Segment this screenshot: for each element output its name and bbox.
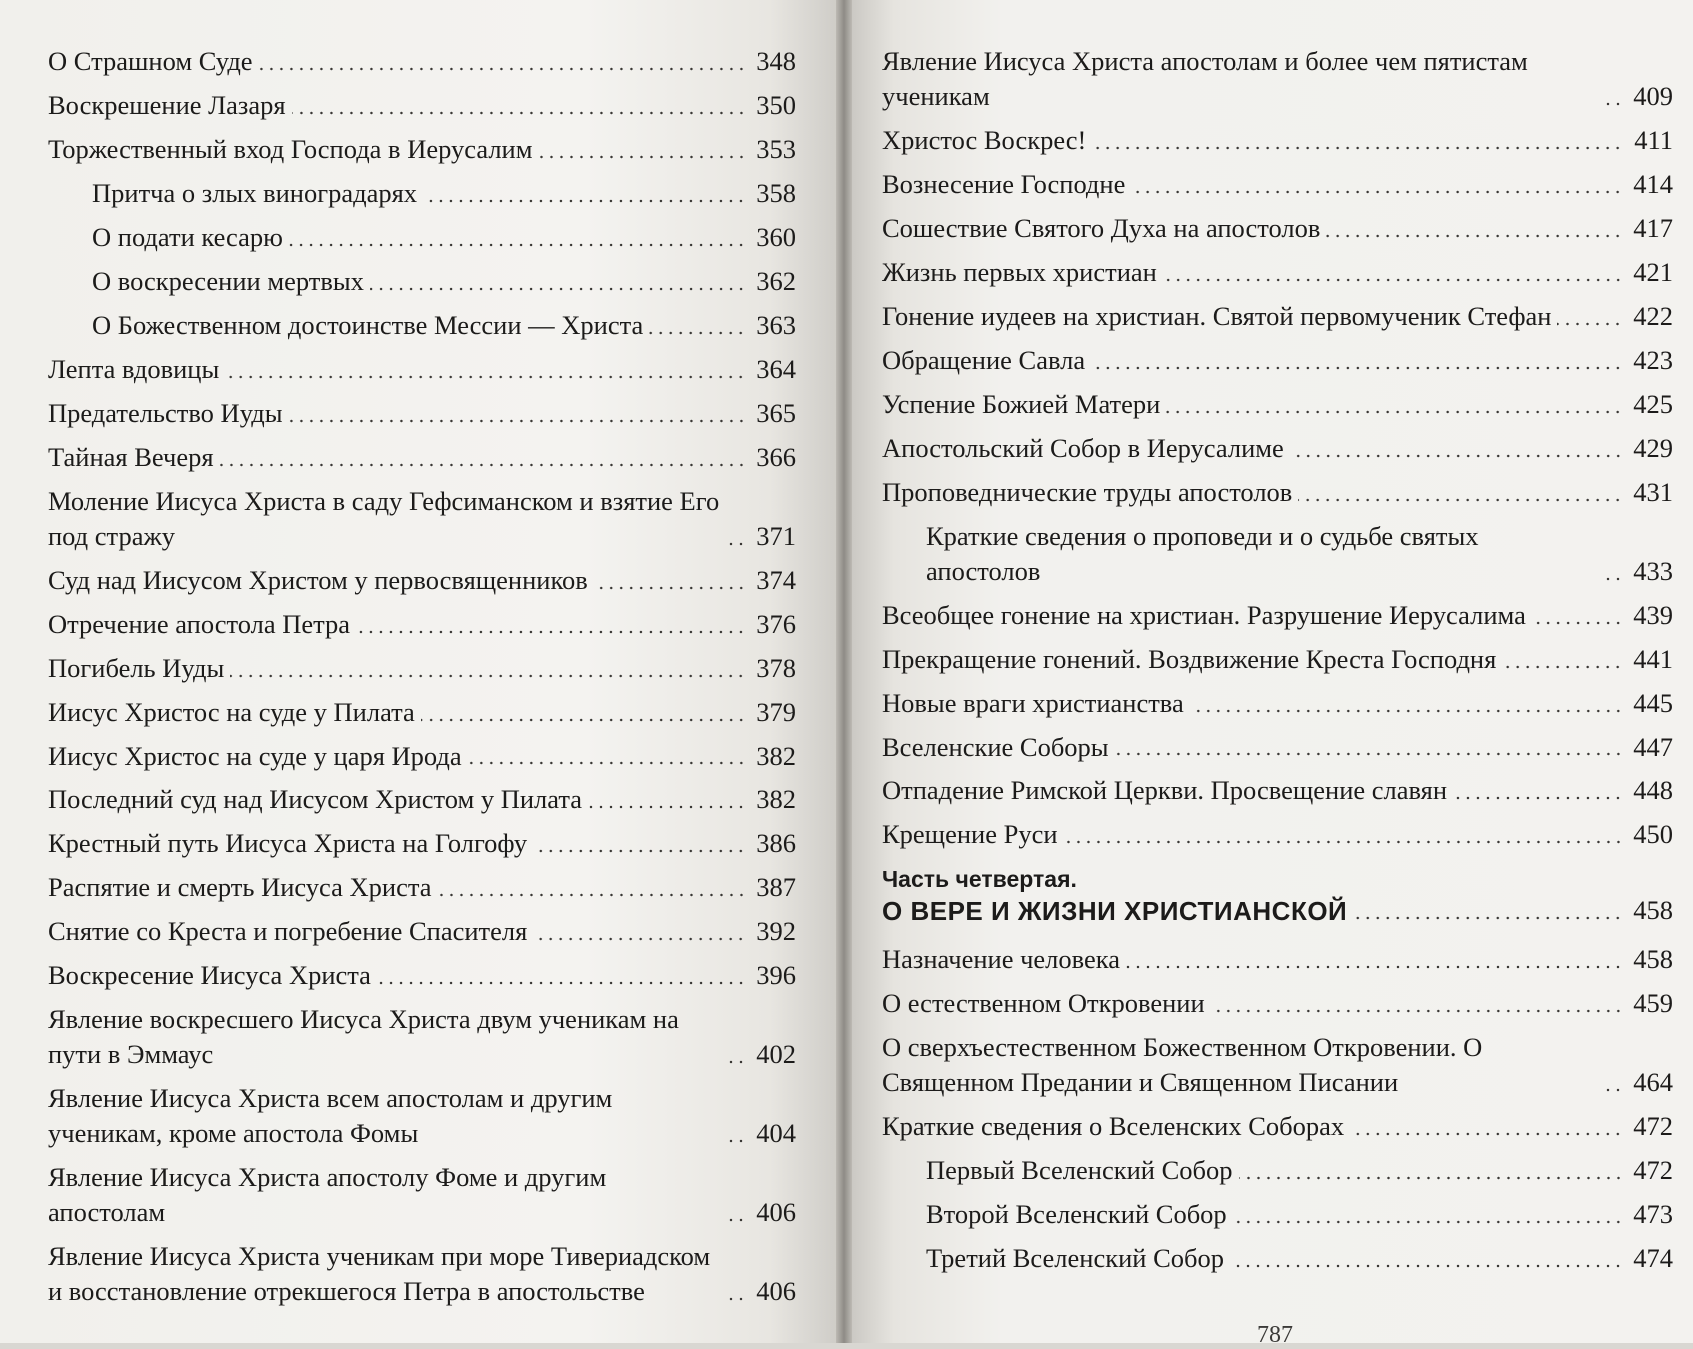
toc-entry: [882, 1241, 1673, 1276]
toc-list-part: [882, 942, 1673, 1276]
toc-entry-page: 353: [756, 133, 796, 164]
toc-entry-page: 409: [1633, 80, 1673, 111]
toc-entry-page: 450: [1633, 819, 1673, 850]
toc-entry-page: 406: [756, 1276, 796, 1307]
toc-entry: [882, 642, 1673, 677]
toc-entry-page: 473: [1633, 1199, 1673, 1230]
dot-leader: [1557, 321, 1623, 327]
toc-entry: [48, 1160, 796, 1230]
toc-entry: [882, 1109, 1673, 1144]
toc-entry-title: Явление Иисуса Христа апостолу Фоме и другим апостолам: [48, 1162, 607, 1228]
toc-entry: [48, 870, 796, 905]
dot-leader: [1605, 1087, 1623, 1093]
toc-entry-page: 417: [1633, 212, 1673, 243]
part-title: О ВЕРЕ И ЖИЗНИ ХРИСТИАНСКОЙ: [882, 896, 1348, 927]
toc-entry-title: Проповеднические труды апостолов: [882, 476, 1293, 507]
toc-entry-page: 404: [756, 1118, 796, 1149]
toc-entry-title: Всеобщее гонение на христиан. Разрушение Иерусалима: [882, 599, 1526, 630]
toc-entry-title: О естественном Откровении: [882, 988, 1205, 1019]
toc-entry: [882, 1197, 1673, 1232]
toc-entry-page: 464: [1633, 1067, 1673, 1098]
dot-leader: [1239, 1175, 1624, 1181]
toc-entry: [48, 1002, 796, 1072]
toc-entry-page: 350: [756, 89, 796, 120]
toc-entry: [882, 255, 1673, 290]
toc-entry-page: 366: [756, 441, 796, 472]
toc-entry: [882, 686, 1673, 721]
toc-entry-title: Сошествие Святого Духа на апостолов: [882, 212, 1321, 243]
dot-leader: [423, 198, 746, 204]
dot-leader: [594, 585, 746, 591]
toc-entry: [48, 739, 796, 774]
toc-entry-title: Гонение иудеев на христиан. Святой первомученик Стефан: [882, 300, 1552, 331]
toc-entry: [882, 167, 1673, 202]
dot-leader: [1064, 839, 1623, 845]
toc-entry: [882, 44, 1673, 114]
toc-entry-page: 421: [1633, 256, 1673, 287]
page-number-footer: 787: [1257, 1322, 1293, 1348]
part-title-entry: [882, 893, 1673, 928]
toc-entry-page: 396: [756, 960, 796, 991]
toc-entry-title: Тайная Вечеря: [48, 441, 214, 472]
toc-entry-page: 431: [1633, 476, 1673, 507]
toc-entry-title: Краткие сведения о Вселенских Соборах: [882, 1111, 1345, 1142]
toc-entry: [882, 431, 1673, 466]
toc-entry-title: О подати кесарю: [92, 221, 283, 252]
dot-leader: [259, 66, 746, 72]
toc-entry-title: Моление Иисуса Христа в саду Гефсиманском и взятие Его под стражу: [48, 485, 720, 551]
toc-entry-page: 441: [1633, 643, 1673, 674]
dot-leader: [1326, 233, 1623, 239]
toc-entry-title: Явление воскресшего Иисуса Христа двум ученикам на пути в Эммаус: [48, 1004, 679, 1070]
toc-entry-title: Воскрешение Лазаря: [48, 89, 286, 120]
toc-entry: [48, 176, 796, 211]
toc-entry-title: Торжественный вход Господа в Иерусалим: [48, 133, 533, 164]
dot-leader: [1190, 708, 1623, 714]
toc-entry: [48, 440, 796, 475]
toc-list-left: [48, 44, 796, 1309]
dot-leader: [292, 110, 746, 116]
toc-entry-title: Третий Вселенский Собор: [926, 1243, 1224, 1274]
toc-entry-title: Крестный путь Иисуса Христа на Голгофу: [48, 828, 528, 859]
toc-entry-page: 382: [756, 784, 796, 815]
toc-entry-page: 382: [756, 740, 796, 771]
toc-entry-page: 458: [1633, 944, 1673, 975]
toc-entry-page: 422: [1633, 300, 1673, 331]
dot-leader: [356, 629, 746, 635]
toc-entry: [48, 695, 796, 730]
toc-entry-page: 364: [756, 353, 796, 384]
dot-leader: [1091, 365, 1623, 371]
toc-entry: [48, 352, 796, 387]
toc-entry-title: Воскресение Иисуса Христа: [48, 960, 371, 991]
toc-entry: [882, 773, 1673, 808]
dot-leader: [1350, 1131, 1623, 1137]
dot-leader: [1453, 795, 1623, 801]
toc-entry: [48, 782, 796, 817]
toc-entry: [48, 914, 796, 949]
toc-entry-page: 378: [756, 652, 796, 683]
toc-entry-page: 411: [1634, 124, 1673, 155]
toc-entry: [48, 132, 796, 167]
dot-leader: [1163, 277, 1623, 283]
dot-leader: [438, 892, 746, 898]
dot-leader: [1126, 964, 1623, 970]
toc-entry-title: Снятие со Креста и погребение Спасителя: [48, 916, 528, 947]
toc-entry-page: 363: [756, 309, 796, 340]
dot-leader: [1230, 1263, 1623, 1269]
toc-entry-page: 433: [1633, 555, 1673, 586]
toc-entry-title: Погибель Иуды: [48, 652, 225, 683]
toc-entry: [48, 563, 796, 598]
toc-entry-page: 425: [1633, 388, 1673, 419]
toc-entry-page: 379: [756, 696, 796, 727]
toc-entry: [882, 299, 1673, 334]
toc-entry-title: Обращение Савла: [882, 344, 1086, 375]
toc-entry: [48, 607, 796, 642]
toc-entry: [882, 475, 1673, 510]
toc-entry-title: Успение Божией Матери: [882, 388, 1161, 419]
toc-entry-page: 360: [756, 221, 796, 252]
dot-leader: [1092, 145, 1623, 151]
toc-entry-page: 429: [1633, 432, 1673, 463]
dot-leader: [1131, 189, 1623, 195]
toc-entry-title: Последний суд над Иисусом Христом у Пилата: [48, 784, 582, 815]
toc-entry-title: Распятие и смерть Иисуса Христа: [48, 872, 432, 903]
toc-entry-page: 472: [1633, 1111, 1673, 1142]
toc-entry: [48, 44, 796, 79]
toc-entry: [48, 264, 796, 299]
dot-leader: [728, 1138, 746, 1144]
toc-entry: [882, 211, 1673, 246]
toc-entry-page: 448: [1633, 775, 1673, 806]
toc-entry: [882, 730, 1673, 765]
toc-entry-title: Предательство Иуды: [48, 397, 283, 428]
toc-entry: [882, 1153, 1673, 1188]
toc-entry-page: 402: [756, 1039, 796, 1070]
toc-entry-page: 362: [756, 265, 796, 296]
dot-leader: [533, 848, 746, 854]
dot-leader: [377, 980, 746, 986]
toc-entry-title: Отпадение Римской Церкви. Просвещение славян: [882, 775, 1448, 806]
dot-leader: [1532, 620, 1623, 626]
toc-entry-title: Христос Воскрес!: [882, 124, 1087, 155]
dot-leader: [1502, 664, 1623, 670]
toc-entry: [48, 1081, 796, 1151]
toc-entry-title: Лепта вдовицы: [48, 353, 220, 384]
toc-entry: [882, 986, 1673, 1021]
toc-entry-page: 459: [1633, 988, 1673, 1019]
toc-entry: [882, 123, 1673, 158]
toc-entry-page: 406: [756, 1197, 796, 1228]
dot-leader: [230, 673, 746, 679]
part-label: Часть четвертая.: [882, 866, 1077, 893]
toc-entry-title: Краткие сведения о проповеди и о судьбе святых апостолов: [926, 520, 1479, 586]
toc-entry: [48, 484, 796, 554]
toc-entry-page: 474: [1633, 1243, 1673, 1274]
dot-leader: [728, 1296, 746, 1302]
toc-entry-title: Суд над Иисусом Христом у первосвященников: [48, 564, 588, 595]
toc-entry-title: Притча о злых виноградарях: [92, 177, 418, 208]
toc-entry-title: Явление Иисуса Христа апостолам и более чем пятистам ученикам: [882, 46, 1528, 111]
toc-entry: [48, 1239, 796, 1309]
toc-entry: [48, 396, 796, 431]
toc-entry-title: Вознесение Господне: [882, 168, 1126, 199]
book-gutter: [836, 0, 852, 1343]
toc-entry: [48, 651, 796, 686]
toc-entry-title: Прекращение гонений. Воздвижение Креста Господня: [882, 643, 1497, 674]
toc-entry-page: 348: [756, 46, 796, 76]
toc-entry-page: 358: [756, 177, 796, 208]
toc-entry: [48, 88, 796, 123]
toc-entry-title: Иисус Христос на суде у Пилата: [48, 696, 415, 727]
dot-leader: [1298, 497, 1623, 503]
dot-leader: [1211, 1008, 1623, 1014]
toc-entry-title: О Божественном достоинстве Мессии — Христа: [92, 309, 644, 340]
dot-leader: [728, 1059, 746, 1065]
dot-leader: [225, 374, 746, 380]
toc-entry-page: 423: [1633, 344, 1673, 375]
toc-entry-title: Второй Вселенский Собор: [926, 1199, 1227, 1230]
toc-entry: [48, 826, 796, 861]
toc-entry: [882, 519, 1673, 589]
toc-entry-title: О сверхъестественном Божественном Откровении. О Священном Предании и Священном Писании: [882, 1032, 1483, 1098]
toc-entry: [882, 1030, 1673, 1100]
toc-entry-page: 447: [1633, 731, 1673, 762]
dot-leader: [1166, 409, 1623, 415]
dot-leader: [1353, 915, 1623, 921]
dot-leader: [728, 541, 746, 547]
toc-entry-page: 365: [756, 397, 796, 428]
dot-leader: [289, 242, 746, 248]
toc-entry-page: 439: [1633, 599, 1673, 630]
toc-list-right: [882, 44, 1673, 852]
dot-leader: [533, 936, 746, 942]
toc-entry-title: Жизнь первых христиан: [882, 256, 1157, 287]
dot-leader: [1233, 1219, 1623, 1225]
toc-entry-page: 472: [1633, 1155, 1673, 1186]
toc-entry-page: 374: [756, 564, 796, 595]
toc-entry-page: 386: [756, 828, 796, 859]
toc-entry-title: О воскресении мертвых: [92, 265, 364, 296]
dot-leader: [728, 1217, 746, 1223]
toc-entry: [48, 220, 796, 255]
dot-leader: [1290, 453, 1623, 459]
left-page: [0, 0, 836, 1343]
toc-entry-title: Крещение Руси: [882, 819, 1058, 850]
toc-entry-page: 392: [756, 916, 796, 947]
toc-entry-page: 414: [1633, 168, 1673, 199]
toc-entry: [882, 942, 1673, 977]
toc-entry: [882, 598, 1673, 633]
dot-leader: [1605, 576, 1623, 582]
toc-entry-title: Отречение апостола Петра: [48, 608, 351, 639]
dot-leader: [468, 760, 746, 766]
toc-entry: [882, 343, 1673, 378]
right-page: [852, 0, 1693, 1348]
dot-leader: [588, 804, 746, 810]
dot-leader: [421, 717, 746, 723]
dot-leader: [289, 418, 746, 424]
toc-entry-title: Явление Иисуса Христа всем апостолам и другим ученикам, кроме апостола Фомы: [48, 1083, 613, 1149]
toc-entry-title: О Страшном Суде: [48, 46, 253, 76]
toc-entry: [48, 308, 796, 343]
dot-leader: [220, 462, 746, 468]
toc-entry-page: 387: [756, 872, 796, 903]
toc-entry-title: Апостольский Собор в Иерусалиме: [882, 432, 1284, 463]
toc-entry-title: Первый Вселенский Собор: [926, 1155, 1233, 1186]
toc-entry-page: 371: [756, 520, 796, 551]
toc-entry-title: Новые враги христианства: [882, 687, 1184, 718]
toc-entry-title: Назначение человека: [882, 944, 1121, 975]
toc-entry: [882, 817, 1673, 852]
toc-entry-title: Явление Иисуса Христа ученикам при море Тивериадском и восстановление отрекшегося Петра в апостольстве: [48, 1241, 711, 1307]
toc-entry: [48, 958, 796, 993]
toc-entry-title: Иисус Христос на суде у царя Ирода: [48, 740, 462, 771]
toc-entry-page: 445: [1633, 687, 1673, 718]
toc-entry-title: Вселенские Соборы: [882, 731, 1109, 762]
dot-leader: [1115, 751, 1623, 757]
toc-entry: [882, 387, 1673, 422]
toc-entry-page: 376: [756, 608, 796, 639]
part-page-number: 458: [1633, 895, 1673, 926]
dot-leader: [539, 154, 746, 160]
dot-leader: [370, 286, 746, 292]
dot-leader: [649, 330, 746, 336]
dot-leader: [1605, 101, 1623, 107]
